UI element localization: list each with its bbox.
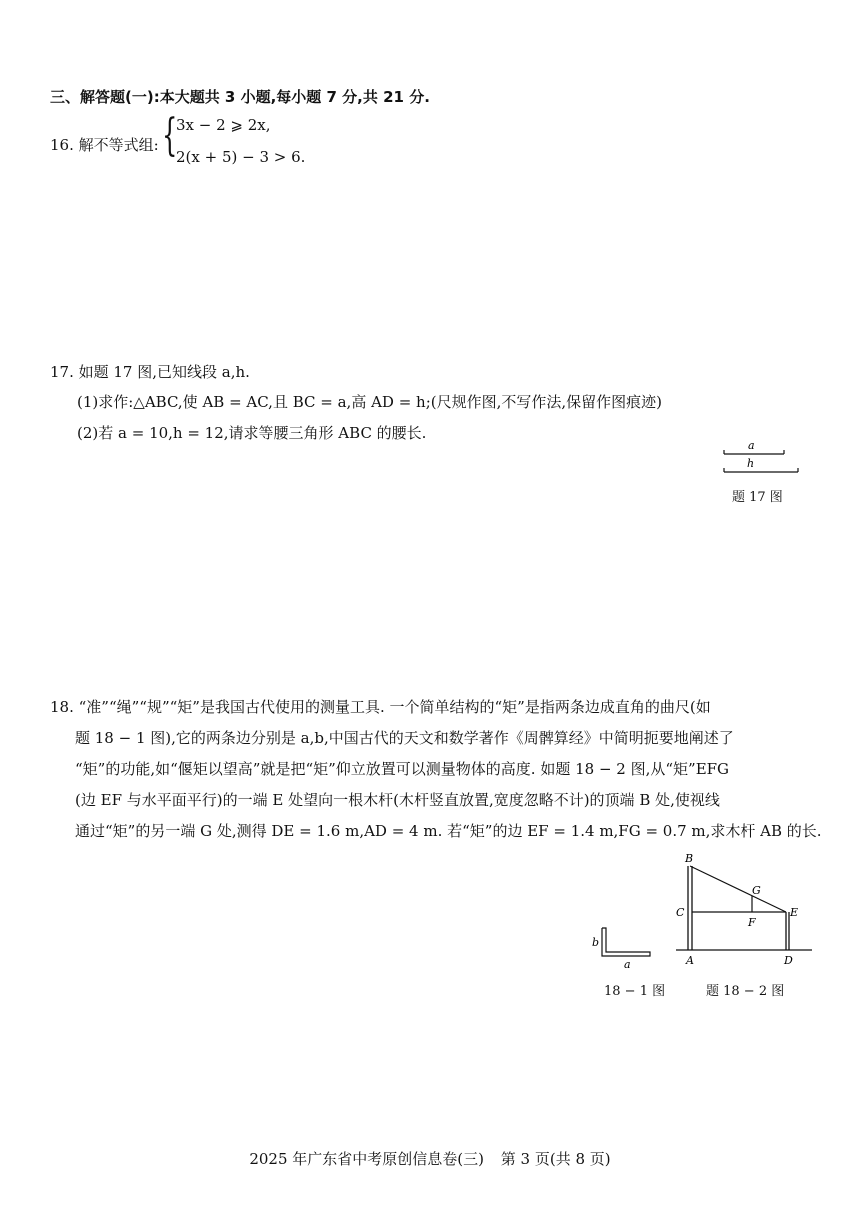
question-18-line-3: “矩”的功能,如“偃矩以望高”就是把“矩”仰立放置可以测量物体的高度. 如题 18 − 2 图,从“矩”EFG [75, 760, 730, 778]
point-d-label: D [784, 954, 793, 967]
segment-h [724, 457, 798, 472]
inequality-line-2: 2(x + 5) − 3 > 6. [176, 148, 306, 166]
figure-17-segments [718, 438, 818, 478]
question-17-part-2: (2)若 a = 10,h = 12,请求等腰三角形 ABC 的腰长. [77, 424, 427, 442]
figure-18-2-diagram [670, 850, 820, 975]
question-18-text [50, 692, 822, 847]
question-17-stem: 17. 如题 17 图,已知线段 a,h. [50, 363, 250, 381]
figure-18-1-caption: 18 − 1 图 [604, 984, 666, 999]
point-a-label: A [686, 954, 694, 967]
question-16-stem: 16. 解不等式组: [50, 136, 159, 154]
square-label-b: b [592, 936, 600, 949]
point-c-label: C [676, 906, 685, 919]
point-f-label: F [748, 916, 756, 929]
segment-a [724, 439, 784, 454]
inequality-line-1: 3x − 2 ⩾ 2x, [176, 116, 271, 134]
system-brace: { [162, 110, 178, 161]
question-18-line-1: 18. “准”“绳”“规”“矩”是我国古代使用的测量工具. 一个简单结构的“矩”是指两条边成直角的曲尺(如 [50, 698, 711, 716]
point-b-label: B [685, 852, 694, 865]
segment-h-label: h [747, 457, 755, 470]
footer-page-number: 第 3 页(共 8 页) [500, 1150, 611, 1168]
question-18-line-5: 通过“矩”的另一端 G 处,测得 DE = 1.6 m,AD = 4 m. 若“矩”的边 EF = 1.4 m,FG = 0.7 m,求木杆 AB 的长. [75, 822, 822, 840]
figure-18-2-caption: 题 18 − 2 图 [706, 984, 785, 999]
square-label-a: a [624, 958, 631, 970]
section-title: 三、解答题(一):本大题共 3 小题,每小题 7 分,共 21 分. [50, 88, 430, 106]
sight-line-be [690, 866, 786, 912]
segment-a-label: a [748, 439, 755, 452]
point-g-label: G [752, 884, 761, 897]
figure-17-caption: 题 17 图 [732, 490, 783, 505]
question-18-line-2: 题 18 − 1 图),它的两条边分别是 a,b,中国古代的天文和数学著作《周髀算经》中简明扼要地阐述了 [75, 729, 734, 747]
footer-exam-title: 2025 年广东省中考原创信息卷(三) [249, 1150, 484, 1168]
figure-18-1-square [588, 920, 658, 970]
point-e-label: E [790, 906, 799, 919]
question-18-line-4: (边 EF 与水平面平行)的一端 E 处望向一根木杆(木杆竖直放置,宽度忽略不计)的顶端 B 处,使视线 [75, 791, 720, 809]
page-footer [0, 1148, 860, 1169]
question-17-part-1: (1)求作:△ABC,使 AB = AC,且 BC = a,高 AD = h;(尺规作图,不写作法,保留作图痕迹) [77, 393, 663, 411]
